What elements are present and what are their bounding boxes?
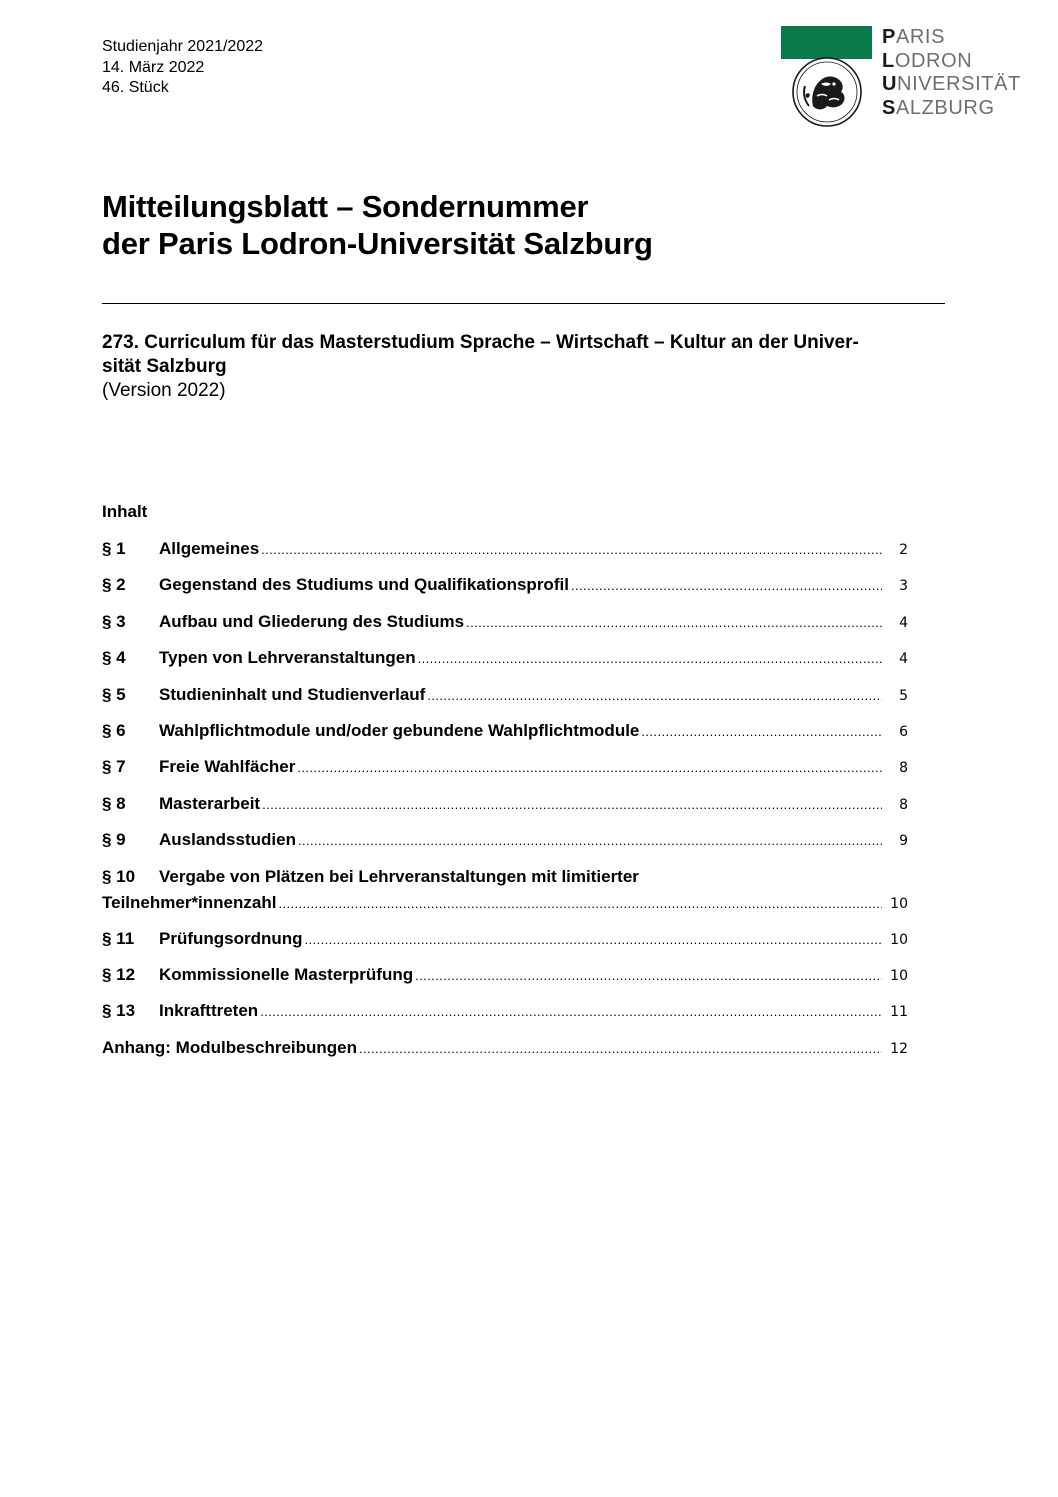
toc-entry-10[interactable]: [102, 865, 908, 927]
toc-entry-title: Allgemeines: [159, 539, 260, 558]
toc-entry-page: 4: [899, 614, 908, 631]
logo-green-band: [781, 26, 872, 59]
toc-leader-dots: [641, 725, 882, 738]
toc-entry-title: Auslandsstudien: [159, 830, 296, 850]
logo-line-lodron: LODRON: [882, 49, 973, 72]
toc-entry-11[interactable]: [102, 927, 908, 963]
toc-entry-2[interactable]: [102, 573, 908, 609]
toc-entry-number: § 13: [102, 1001, 136, 1021]
toc-entry-6[interactable]: [102, 719, 908, 755]
toc-entry-page: 11: [890, 1004, 908, 1021]
toc-leader-dots: [427, 689, 882, 702]
university-seal-icon: [791, 56, 863, 128]
toc-entry-number: § 6: [102, 720, 126, 740]
toc-entry-page: 2: [899, 542, 908, 558]
toc-entry-number: § 12: [102, 964, 136, 984]
toc-entry-title: Prüfungsordnung: [159, 928, 303, 948]
toc-entry-title: Vergabe von Plätzen bei Lehrveranstaltungen mit limitierter: [159, 866, 639, 886]
toc-entry-number: § 3: [102, 611, 126, 631]
toc-leader-dots: [261, 543, 882, 556]
toc-entry-title: Kommissionelle Masterprüfung: [159, 964, 414, 984]
toc-entry-page: 10: [890, 895, 908, 912]
logo-line-salzburg: SALZBURG: [882, 96, 995, 119]
toc-entry-12[interactable]: [102, 963, 908, 999]
toc-entry-number: § 11: [102, 928, 135, 948]
toc-entry-number: § 1: [102, 539, 126, 558]
toc-leader-dots: [278, 897, 882, 910]
toc-entry-title: Aufbau und Gliederung des Studiums: [159, 611, 465, 631]
toc-heading: Inhalt: [102, 502, 148, 521]
title-line-1: Mitteilungsblatt – Sondernummer: [102, 189, 589, 224]
toc-leader-dots: [571, 579, 882, 592]
toc-entry-3[interactable]: [102, 610, 908, 646]
title-divider: [102, 303, 945, 304]
curriculum-version: (Version 2022): [102, 380, 226, 401]
toc-entry-number: § 9: [102, 830, 126, 850]
toc-entry-number: § 2: [102, 575, 126, 595]
toc-entry-title: Wahlpflichtmodule und/oder gebundene Wahlpflichtmodule: [159, 720, 640, 740]
logo-line-universitaet: UNIVERSITÄT: [882, 73, 1021, 95]
toc-entry-title: Inkrafttreten: [159, 1001, 259, 1021]
toc-leader-dots: [305, 933, 882, 946]
toc-entry-title: Masterarbeit: [159, 793, 261, 813]
toc-entry-title-continued: Teilnehmer*innenzahl: [102, 892, 277, 912]
issue-meta: [102, 37, 263, 99]
toc-leader-dots: [466, 616, 882, 629]
issue-date: 14. März 2022: [102, 58, 205, 76]
issue-number: 46. Stück: [102, 79, 169, 96]
toc-entry-title: Anhang: Modulbeschreibungen: [102, 1037, 357, 1057]
toc-entry-page: 9: [899, 833, 908, 850]
toc-leader-dots: [298, 834, 882, 847]
curriculum-title-line-2: sität Salzburg: [102, 356, 227, 377]
toc-entry-page: 5: [899, 687, 908, 704]
toc-leader-dots: [297, 761, 882, 774]
toc-entry-number: § 8: [102, 793, 126, 813]
toc-entry-number: § 5: [102, 684, 126, 704]
toc-entry-8[interactable]: [102, 792, 908, 828]
toc-entry-page: 10: [890, 967, 908, 984]
toc-entry-appendix[interactable]: [102, 1036, 908, 1072]
logo-line-paris: PARIS: [882, 26, 946, 48]
toc-entry-page: 10: [890, 931, 908, 948]
toc-entry-1[interactable]: [102, 537, 908, 573]
toc-entry-13[interactable]: [102, 999, 908, 1035]
toc-entry-number: § 7: [102, 757, 126, 777]
university-logo: [781, 26, 1041, 126]
table-of-contents: [102, 537, 908, 1072]
toc-leader-dots: [359, 1042, 882, 1055]
toc-entry-number: § 4: [102, 648, 126, 668]
toc-entry-title: Studieninhalt und Studienverlauf: [159, 684, 426, 704]
toc-entry-page: 3: [899, 578, 908, 595]
toc-entry-title: Freie Wahlfächer: [159, 757, 296, 777]
toc-leader-dots: [262, 798, 882, 811]
logo-emblem: [781, 26, 872, 126]
toc-entry-4[interactable]: [102, 646, 908, 682]
toc-leader-dots: [260, 1005, 882, 1018]
curriculum-heading: [102, 331, 962, 403]
toc-entry-page: 8: [899, 796, 908, 813]
toc-entry-page: 12: [890, 1040, 908, 1057]
toc-entry-title: Typen von Lehrveranstaltungen: [159, 648, 416, 668]
title-line-2: der Paris Lodron-Universität Salzburg: [102, 226, 653, 261]
toc-entry-page: 8: [899, 760, 908, 777]
toc-entry-title: Gegenstand des Studiums und Qualifikationsprofil: [159, 575, 569, 595]
document-title: [102, 188, 653, 262]
toc-entry-page: 4: [899, 651, 908, 668]
toc-entry-9[interactable]: [102, 828, 908, 864]
study-year: Studienjahr 2021/2022: [102, 38, 264, 55]
toc-entry-5[interactable]: [102, 683, 908, 719]
toc-entry-7[interactable]: [102, 755, 908, 791]
toc-leader-dots: [415, 969, 882, 982]
curriculum-title-line-1: 273. Curriculum für das Masterstudium Sprache – Wirtschaft – Kultur an der Univer-: [102, 332, 859, 353]
logo-wordmark: [882, 26, 1021, 120]
toc-entry-number: § 10: [102, 866, 136, 886]
toc-leader-dots: [418, 652, 882, 665]
toc-entry-page: 6: [899, 723, 908, 740]
